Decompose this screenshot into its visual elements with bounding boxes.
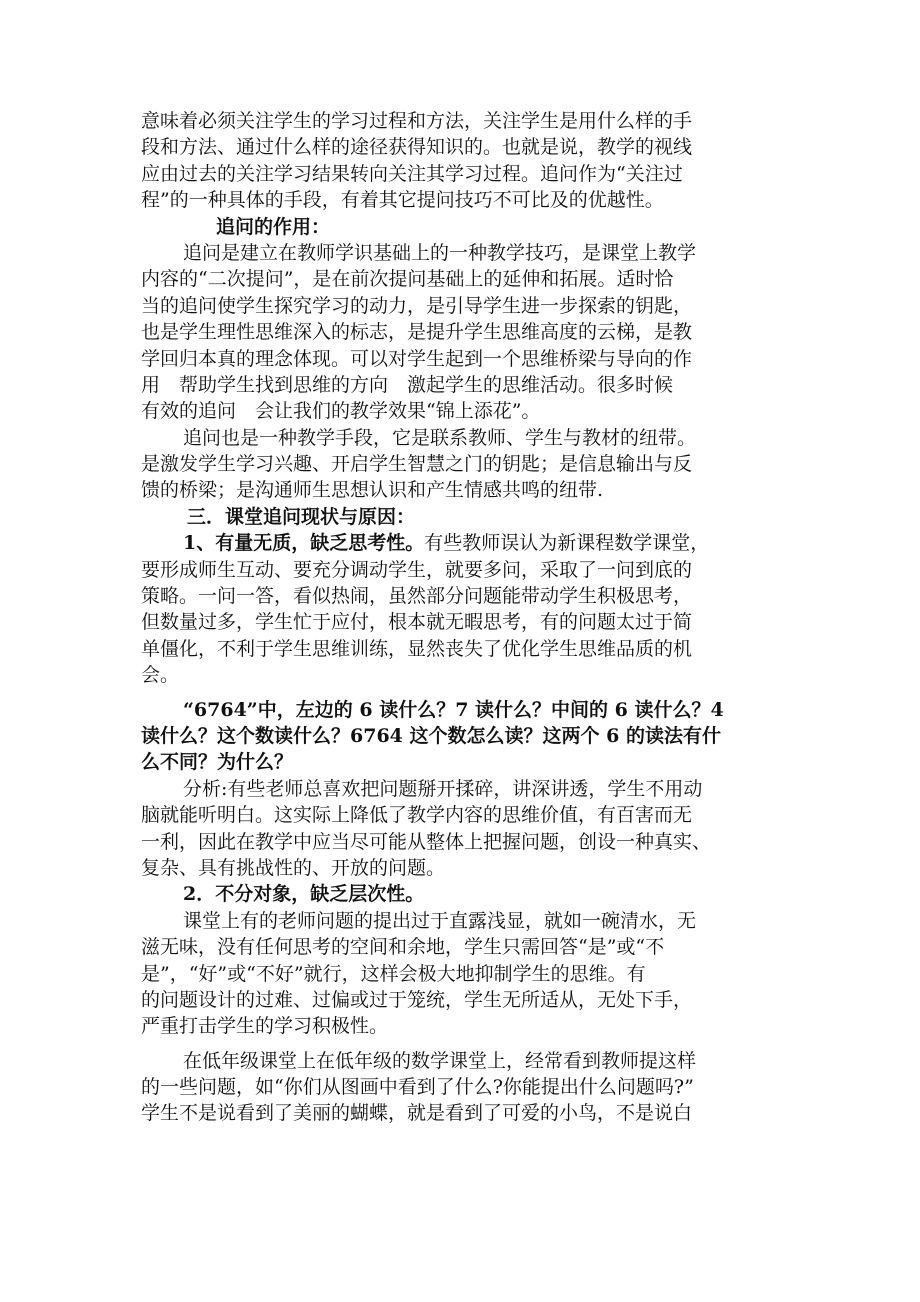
text-line: 应由过去的关注学习结果转向关注其学习过程。追问作为“关注过 [141,162,683,185]
text-line: 当的追问使学生探究学习的动力，是引导学生进一步探索的钥匙， [141,294,693,317]
text-line: 追问是建立在教师学识基础上的一种教学技巧，是课堂上教学 [183,241,697,264]
text-line: 滋无味，没有任何思考的空间和余地，学生只需回答“是”或“不 [141,936,665,959]
text-line [141,530,781,556]
text-line: 复杂、具有挑战性的、开放的问题。 [141,856,446,879]
text-run: 有些教师误认为新课程数学课堂， [424,532,710,555]
example-question: “6764”中，左边的 6 读什么？7 读什么？中间的 6 读什么？4 [183,698,724,721]
text-line: 课堂上有的老师问题的提出过于直露浅显，就如一碗清水，无 [183,909,697,932]
text-line: 意味着必须关注学生的学习过程和方法，关注学生是用什么样的手 [141,110,693,132]
document-body [141,108,781,1127]
text-line: 的一些问题，如“你们从图画中看到了什么?你能提出什么问题吗?” [141,1076,694,1099]
text-line: 是”，“好”或“不好”就行，这样会极大地抑制学生的思维。有 [141,962,646,985]
subheading: 1、有量无质，缺乏思考性。 [183,532,425,555]
text-line: 程”的一种具体的手段，有着其它提问技巧不可比及的优越性。 [141,189,664,212]
text-line: 单僵化，不利于学生思维训练，显然丧失了优化学生思维品质的机 [141,637,693,660]
text-line: 但数量过多，学生忙于应付，根本就无暇思考，有的问题太过于简 [141,611,693,634]
text-line: 有效的追问 会让我们的教学效果“锦上添花”。 [141,400,541,423]
text-line: 脑就能听明白。这实际上降低了教学内容的思维价值，有百害而无 [141,804,693,827]
text-line: 也是学生理性思维深入的标志，是提升学生思维高度的云梯，是教 [141,321,693,344]
spacer [141,689,781,697]
text-line: 学回归本真的理念体现。可以对学生起到一个思维桥梁与导向的作 [141,347,693,370]
text-line: 要形成师生互动、要充分调动学生，就要多问，采取了一问到底的 [141,558,693,581]
text-line: 策略。一问一答，看似热闹，虽然部分问题能带动学生积极思考， [141,585,693,608]
text-line: 分析:有些老师总喜欢把问题掰开揉碎，讲深讲透，学生不用动 [183,777,703,800]
spacer [141,1040,781,1048]
example-question: 么不同？为什么？ [141,751,294,774]
text-line: 的问题设计的过难、过偏或过于笼统，学生无所适从，无处下手， [141,988,693,1011]
text-line: 严重打击学生的学习积极性。 [141,1015,389,1038]
text-line: 学生不是说看到了美丽的蝴蝶，就是看到了可爱的小鸟，不是说白 [141,1102,693,1125]
subheading: 2．不分对象，缺乏层次性。 [183,883,425,906]
text-line: 用 帮助学生找到思维的方向 激起学生的思维活动。很多时候 [141,373,674,396]
section-heading: 追问的作用： [216,215,331,238]
text-line: 一利，因此在教学中应当尽可能从整体上把握问题，创设一种真实、 [141,830,712,853]
example-question: 读什么？这个数读什么？6764 这个数怎么读？这两个 6 的读法有什 [141,724,721,747]
text-line: 馈的桥梁；是沟通师生思想认识和产生情感共鸣的纽带. [141,479,604,502]
text-line: 内容的“二次提问”，是在前次提问基础上的延伸和拓展。适时恰 [141,268,674,291]
text-line: 追问也是一种教学手段，它是联系教师、学生与教材的纽带。 [183,426,697,449]
text-line: 是激发学生学习兴趣、开启学生智慧之门的钥匙；是信息输出与反 [141,453,693,476]
text-line: 段和方法、通过什么样的途径获得知识的。也就是说，教学的视线 [141,136,693,159]
text-line: 在低年级课堂上在低年级的数学课堂上，经常看到教师提这样 [183,1049,697,1072]
text-line: 会。 [141,664,180,687]
section-heading: 三．课堂追问现状与原因： [187,505,416,528]
